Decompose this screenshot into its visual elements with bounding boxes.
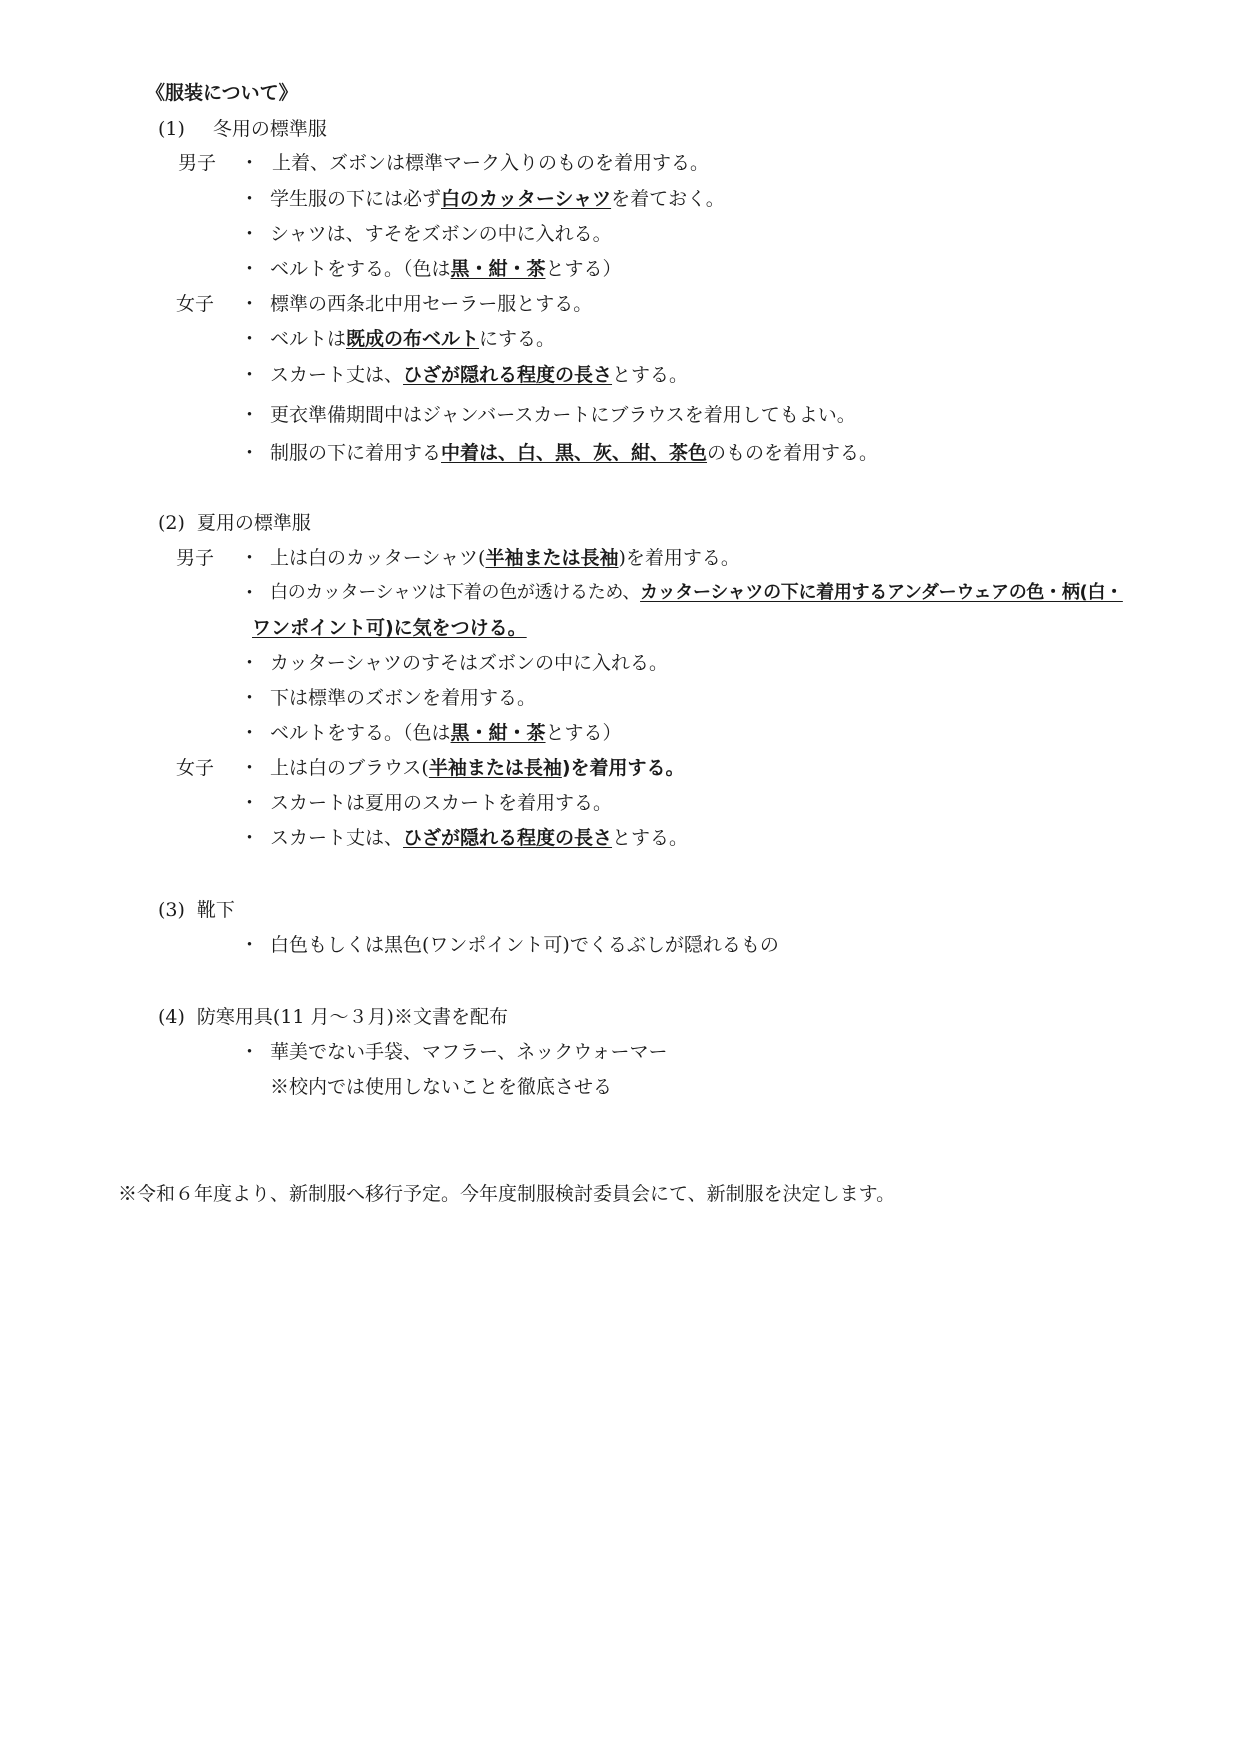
section-2-title: 夏用の標準服 bbox=[196, 512, 311, 534]
text-segment: ベルトをする。（色は bbox=[270, 722, 451, 744]
s2-girls-line-3 bbox=[270, 825, 688, 851]
s1-girls-line-3 bbox=[270, 362, 688, 388]
s1-girls-bullet-2: ・ bbox=[240, 328, 260, 350]
section-2-heading bbox=[158, 510, 311, 536]
s1-girls-line-2 bbox=[270, 326, 555, 352]
section-4-number: (4) bbox=[158, 1006, 185, 1028]
s1-boys-line-1: 上着、ズボンは標準マーク入りのものを着用する。 bbox=[272, 152, 710, 174]
text-segment: とする。 bbox=[612, 827, 689, 849]
emphasis-text: 既成の布ベルト bbox=[346, 328, 480, 350]
s1-boys-line-4 bbox=[270, 256, 622, 282]
s2-girls-bullet-3: ・ bbox=[240, 827, 260, 849]
s1-girls-line-4: 更衣準備期間中はジャンバースカートにブラウスを着用してもよい。 bbox=[270, 404, 856, 426]
text-segment: ベルトは bbox=[270, 328, 347, 350]
document-title: 《服装について》 bbox=[146, 82, 298, 104]
text-segment: 上は白のカッターシャツ( bbox=[270, 547, 486, 569]
s3-bullet-1: ・ bbox=[240, 934, 260, 956]
s1-girls-line-1: 標準の西条北中用セーラー服とする。 bbox=[270, 293, 593, 315]
s2-boys-line-2 bbox=[270, 580, 1123, 606]
text-segment: 白のカッターシャツは下着の色が透けるため、 bbox=[270, 582, 641, 603]
text-segment: 制服の下に着用する bbox=[270, 442, 442, 464]
s1-boys-label: 男子 bbox=[178, 152, 217, 174]
s2-boys-line-1 bbox=[270, 545, 740, 571]
s2-boys-line-2-continued: ワンポイント可)に気をつける。 bbox=[252, 617, 527, 639]
text-segment: )を着用する。 bbox=[618, 547, 740, 569]
section-2-number: (2) bbox=[158, 512, 185, 534]
emphasis-text: カッターシャツの下に着用するアンダーウェアの色・柄(白・ bbox=[640, 582, 1123, 603]
s4-line-1: 華美でない手袋、マフラー、ネックウォーマー bbox=[270, 1041, 668, 1063]
section-1-number: (1) bbox=[158, 118, 185, 140]
s2-boys-bullet-5: ・ bbox=[240, 722, 260, 744]
s4-line-2: ※校内では使用しないことを徹底させる bbox=[270, 1076, 613, 1098]
text-segment: ベルトをする。（色は bbox=[270, 258, 451, 280]
s1-boys-line-3: シャツは、すそをズボンの中に入れる。 bbox=[270, 223, 612, 245]
s1-girls-label: 女子 bbox=[176, 293, 215, 315]
section-1-title: 冬用の標準服 bbox=[212, 118, 327, 140]
text-segment: 上は白のブラウス( bbox=[270, 757, 429, 779]
s2-boys-bullet-1: ・ bbox=[240, 547, 260, 569]
footer-note: ※令和６年度より、新制服へ移行予定。今年度制服検討委員会にて、新制服を決定します。 bbox=[118, 1183, 896, 1205]
emphasis-text: ひざが隠れる程度の長さ bbox=[403, 827, 613, 849]
text-segment: にする。 bbox=[479, 328, 556, 350]
s3-line-1: 白色もしくは黒色(ワンポイント可)でくるぶしが隠れるもの bbox=[270, 934, 779, 956]
s1-girls-bullet-1: ・ bbox=[240, 293, 260, 315]
s1-boys-bullet-1: ・ bbox=[240, 152, 260, 174]
section-3-heading bbox=[158, 897, 235, 923]
s2-boys-bullet-4: ・ bbox=[240, 687, 260, 709]
s2-girls-bullet-1: ・ bbox=[240, 757, 260, 779]
s1-boys-bullet-2: ・ bbox=[240, 188, 260, 210]
emphasis-text: 中着は、白、黒、灰、紺、茶色 bbox=[441, 442, 708, 464]
s1-girls-line-5 bbox=[270, 440, 878, 466]
text-segment: 学生服の下には必ず bbox=[270, 188, 442, 210]
s2-girls-label: 女子 bbox=[176, 757, 215, 779]
section-4-heading bbox=[158, 1004, 508, 1030]
s1-girls-bullet-5: ・ bbox=[240, 442, 260, 464]
section-3-number: (3) bbox=[158, 899, 185, 921]
s1-girls-bullet-3: ・ bbox=[240, 364, 260, 386]
text-segment: )を着用する。 bbox=[561, 757, 685, 779]
text-segment: とする） bbox=[545, 258, 622, 280]
s4-bullet-1: ・ bbox=[240, 1041, 260, 1063]
emphasis-text: 半袖または長袖 bbox=[428, 757, 562, 779]
s2-boys-bullet-2: ・ bbox=[240, 582, 260, 604]
section-1-heading bbox=[158, 116, 327, 142]
s2-boys-bullet-3: ・ bbox=[240, 652, 260, 674]
s2-boys-line-4: 下は標準のズボンを着用する。 bbox=[270, 687, 537, 709]
s1-boys-bullet-3: ・ bbox=[240, 223, 260, 245]
text-segment: を着ておく。 bbox=[611, 188, 725, 210]
emphasis-text: 白のカッターシャツ bbox=[441, 188, 612, 210]
emphasis-text: 半袖または長袖 bbox=[485, 547, 619, 569]
s2-girls-line-2: スカートは夏用のスカートを着用する。 bbox=[270, 792, 613, 814]
text-segment: スカート丈は、 bbox=[270, 827, 404, 849]
s1-boys-bullet-4: ・ bbox=[240, 258, 260, 280]
s2-boys-label: 男子 bbox=[176, 547, 215, 569]
s2-boys-line-5 bbox=[270, 720, 622, 746]
s2-boys-line-3: カッターシャツのすそはズボンの中に入れる。 bbox=[270, 652, 669, 674]
emphasis-text: ひざが隠れる程度の長さ bbox=[403, 364, 613, 386]
emphasis-text: 黒・紺・茶 bbox=[450, 722, 546, 744]
text-segment: スカート丈は、 bbox=[270, 364, 404, 386]
emphasis-text: 黒・紺・茶 bbox=[450, 258, 546, 280]
s2-girls-bullet-2: ・ bbox=[240, 792, 260, 814]
text-segment: とする。 bbox=[612, 364, 689, 386]
text-segment: とする） bbox=[545, 722, 622, 744]
s1-girls-bullet-4: ・ bbox=[240, 404, 260, 426]
section-3-title: 靴下 bbox=[196, 899, 235, 921]
section-4-title: 防寒用具(11 月～３月)※文書を配布 bbox=[196, 1006, 508, 1028]
s1-boys-line-2 bbox=[270, 186, 725, 212]
s2-girls-line-1 bbox=[270, 755, 685, 781]
text-segment: のものを着用する。 bbox=[707, 442, 879, 464]
